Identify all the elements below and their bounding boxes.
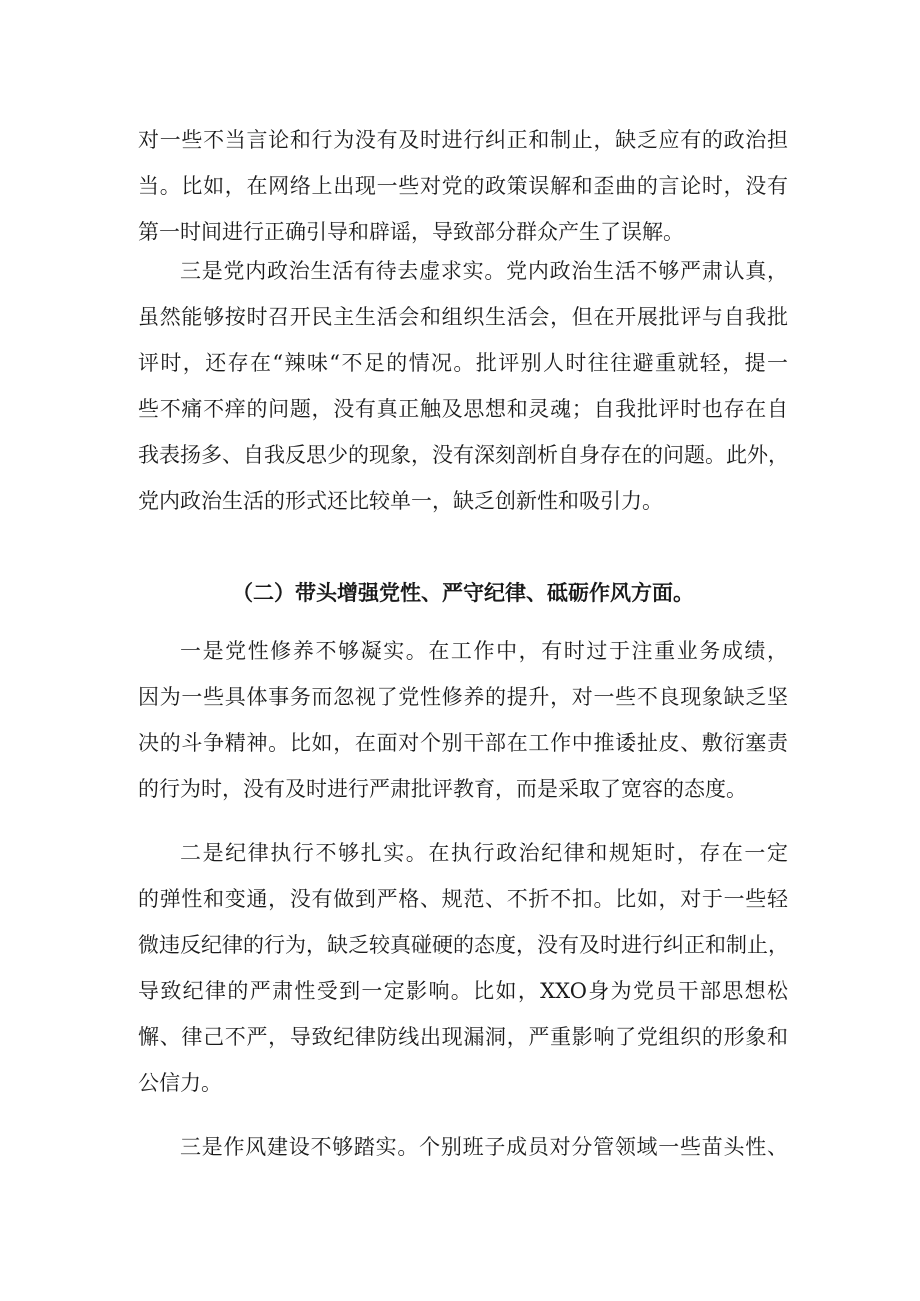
- text-line: 对一些不当言论和行为没有及时进行纠正和制止，缺乏应有的政治担: [138, 128, 788, 152]
- text-line: 的行为时，没有及时进行严肃批评教育，而是采取了宽容的态度。: [138, 777, 747, 801]
- text-line: 导致纪律的严肃性受到一定影响。比如，XXO身为党员干部思想松: [138, 979, 788, 1003]
- section-heading: （二）带头增强党性、严守纪律、砥砺作风方面。: [232, 580, 694, 605]
- text-line: 评时，还存在“辣味“不足的情况。批评别人时往往避重就轻，提一: [138, 351, 788, 375]
- text-line: 一是党性修养不够凝实。在工作中，有时过于注重业务成绩，: [180, 639, 788, 663]
- text-line: 决的斗争精神。比如，在面对个别干部在工作中推诿扯皮、敷衍塞责: [138, 731, 788, 755]
- text-line: 虽然能够按时召开民主生活会和组织生活会，但在开展批评与自我批: [138, 305, 788, 329]
- text-line: 懈、律己不严，导致纪律防线出现漏洞，严重影响了党组织的形象和: [138, 1025, 788, 1049]
- text-line: 因为一些具体事务而忽视了党性修养的提升，对一些不良现象缺乏坚: [138, 685, 788, 709]
- paragraph-party-political-life: [138, 248, 788, 524]
- paragraph-work-style: [138, 1124, 788, 1170]
- text-line: 公信力。: [138, 1071, 222, 1095]
- text-line: 三是党内政治生活有待去虚求实。党内政治生活不够严肃认真，: [180, 259, 788, 283]
- paragraph-discipline: [138, 830, 788, 1106]
- text-line: 的弹性和变通，没有做到严格、规范、不折不扣。比如，对于一些轻: [138, 887, 788, 911]
- paragraph-party-spirit: [138, 628, 788, 812]
- text-line: 些不痛不痒的问题，没有真正触及思想和灵魂；自我批评时也存在自: [138, 397, 788, 421]
- text-line: 三是作风建设不够踏实。个别班子成员对分管领域一些苗头性、: [180, 1135, 788, 1159]
- text-line: 第一时间进行正确引导和辟谣，导致部分群众产生了误解。: [138, 220, 684, 244]
- text-line: 微违反纪律的行为，缺乏较真碰硬的态度，没有及时进行纠正和制止，: [138, 933, 789, 957]
- text-line: 当。比如，在网络上出现一些对党的政策误解和歪曲的言论时，没有: [138, 174, 788, 198]
- paragraph-continuation: [138, 117, 788, 255]
- text-line: 二是纪律执行不够扎实。在执行政治纪律和规矩时，存在一定: [180, 841, 788, 865]
- text-line: 党内政治生活的形式还比较单一，缺乏创新性和吸引力。: [138, 489, 663, 513]
- text-line: 我表扬多、自我反思少的现象，没有深刻剖析自身存在的问题。此外，: [138, 443, 789, 467]
